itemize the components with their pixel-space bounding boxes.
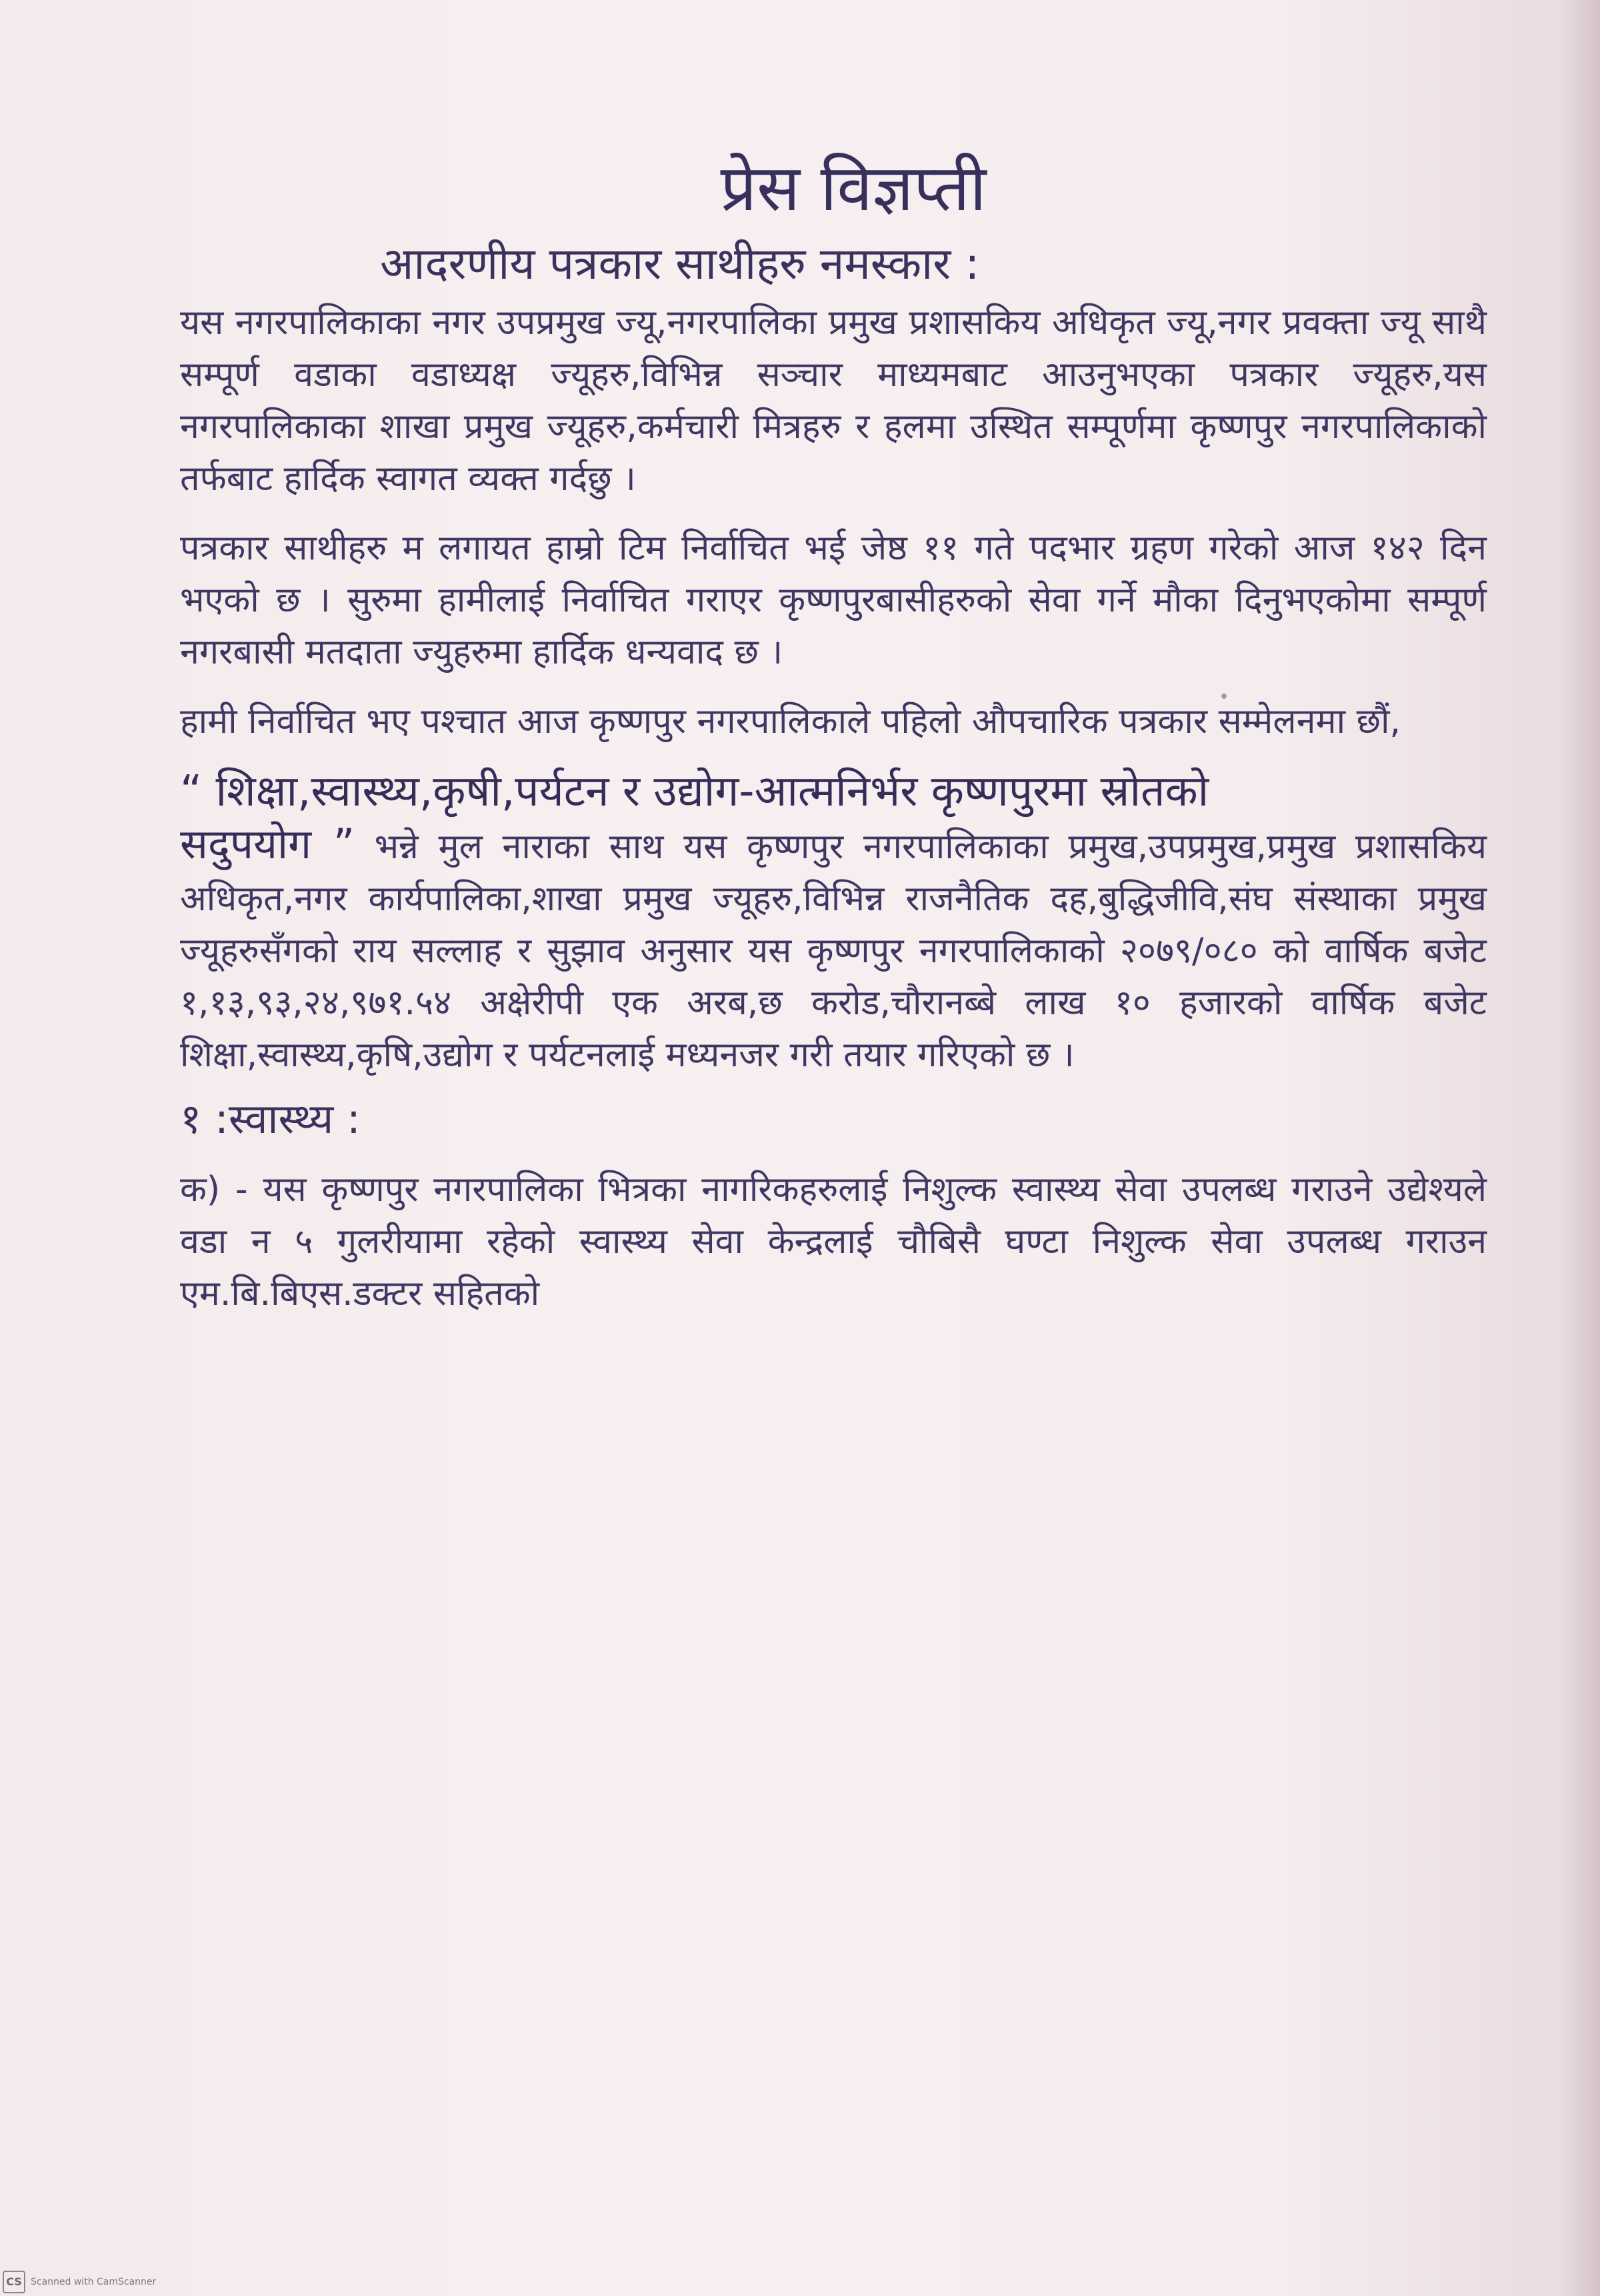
slogan-end: सदुपयोग ” [180, 819, 355, 868]
conference-paragraph: हामी निर्वाचित भए पश्चात आज कृष्णपुर नगरपालिकाले पहिलो औपचारिक पत्रकार सम्मेलनमा छौं, [180, 701, 1401, 742]
document-body [180, 153, 1487, 1337]
section-heading-health: १ :स्वास्थ्य : [180, 1094, 361, 1143]
camscanner-text: Scanned with CamScanner [31, 2277, 157, 2287]
greeting-line: आदरणीय पत्रकार साथीहरु नमस्कार : [380, 237, 980, 289]
page-edge-shadow [1560, 0, 1600, 2296]
budget-paragraph [180, 818, 1487, 1081]
health-paragraph: क) - यस कृष्णपुर नगरपालिका भित्रका नागरिकहरुलाई निशुल्क स्वास्थ्य सेवा उपलब्ध गराउने उद्येश्यले वडा न ५ गुलरीयामा रहेको स्वास्थ्य सेवा केन्द्रलाई चौबिसै घण्टा निशुल्क सेवा उपलब्ध गराउन एम.बि.बिएस.डक्टर सहितको [180, 1170, 1487, 1314]
budget-text: भन्ने मुल नाराका साथ यस कृष्णपुर नगरपालिकाका प्रमुख,उपप्रमुख,प्रमुख प्रशासकिय अधिकृत,नगर कार्यपालिका,शाखा प्रमुख ज्यूहरु,विभिन्न राजनैतिक दह,बुद्धिजीवि,संघ संस्थाका प्रमुख ज्यूहरुसँगको राय सल्लाह र सुझाव अनुसार यस कृष्णपुर नगरपालिकाको २०७९/०८० को वार्षिक बजेट १,१३,९३,२४,९७१.५४ अक्षेरीपी एक अरब,छ करोड,चौरानब्बे लाख १० हजारको वार्षिक बजेट शिक्षा,स्वास्थ्य,कृषि,उद्योग र पर्यटनलाई मध्यनजर गरी तयार गरिएको छ । [180, 826, 1487, 1075]
camscanner-watermark [3, 2271, 156, 2293]
thanks-paragraph: पत्रकार साथीहरु म लगायत हाम्रो टिम निर्वाचित भई जेष्ठ ११ गते पदभार ग्रहण गरेको आज १४२ दिन भएको छ । सुरुमा हामीलाई निर्वाचित गराएर कृष्णपुरबासीहरुको सेवा गर्ने मौका दिनुभएकोमा सम्पूर्ण नगरबासी मतदाता ज्युहरुमा हार्दिक धन्यवाद छ । [180, 527, 1487, 672]
page-title: प्रेस विज्ञप्ती [720, 151, 987, 225]
slogan-line: “ शिक्षा,स्वास्थ्य,कृषी,पर्यटन र उद्योग-आत्मनिर्भर कृष्णपुरमा स्रोतको [180, 766, 1209, 816]
welcome-paragraph: यस नगरपालिकाका नगर उपप्रमुख ज्यू,नगरपालिका प्रमुख प्रशासकिय अधिकृत ज्यू,नगर प्रवक्ता ज्यू साथै सम्पूर्ण वडाका वडाध्यक्ष ज्यूहरु,विभिन्न सञ्चार माध्यमबाट आउनुभएका पत्रकार ज्यूहरु,यस नगरपालिकाका शाखा प्रमुख ज्यूहरु,कर्मचारी मित्रहरु र हलमा उस्थित सम्पूर्णमा कृष्णपुर नगरपालिकाको तर्फबाट हार्दिक स्वागत व्यक्त गर्दछु । [180, 302, 1487, 499]
camscanner-logo-icon: CS [3, 2271, 25, 2293]
